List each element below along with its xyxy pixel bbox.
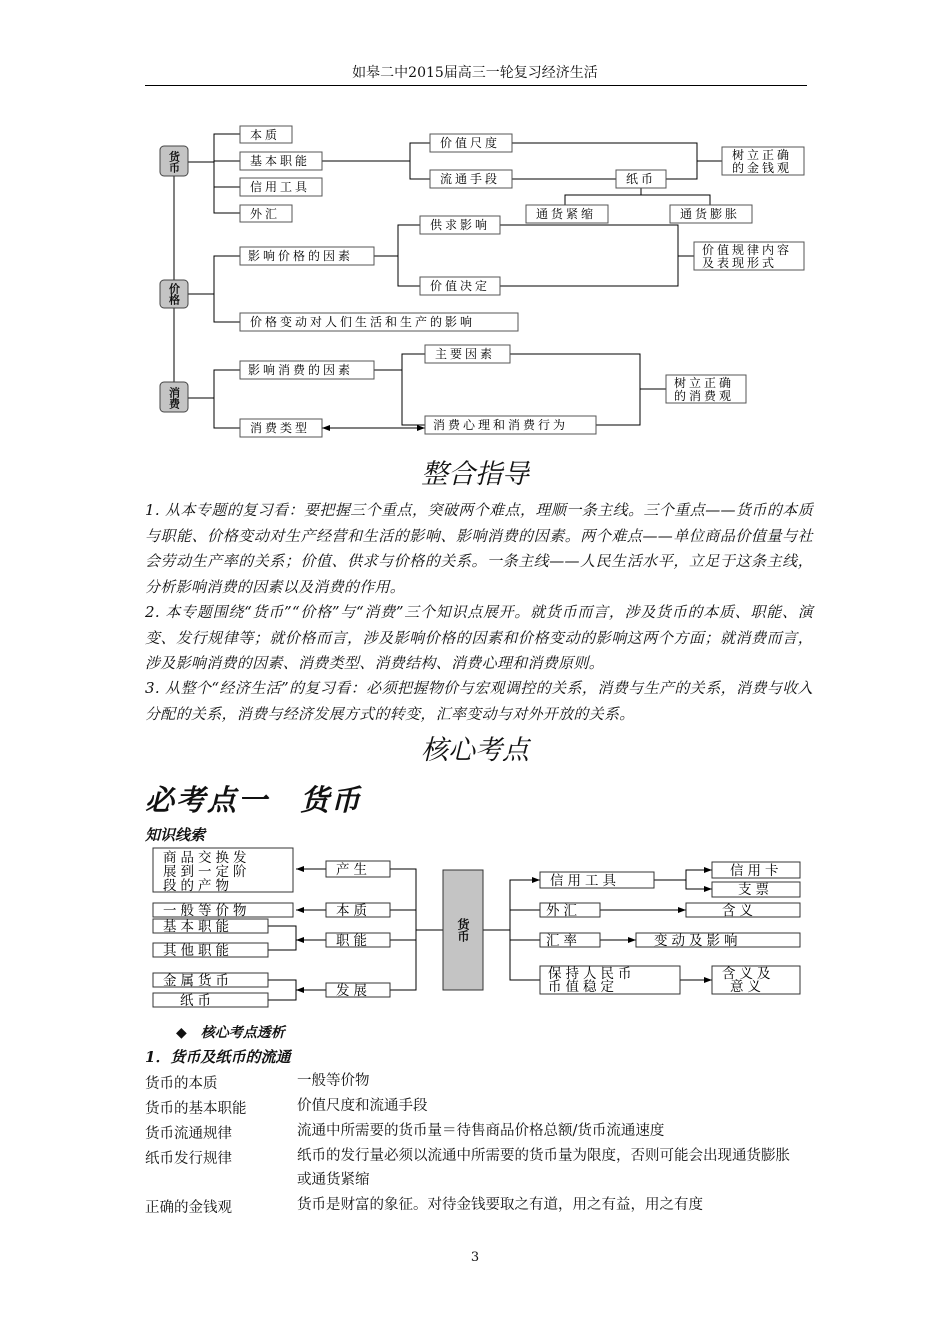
d1-paper-money: 纸币 xyxy=(626,172,657,186)
d1-deflation: 通货紧缩 xyxy=(536,207,597,221)
row-value-1: 一般等价物 xyxy=(297,1073,370,1089)
d2-essence: 本质 xyxy=(336,903,371,919)
d2-credit-tool: 信用工具 xyxy=(550,873,620,889)
d2-change-effect: 变动及影响 xyxy=(654,933,742,949)
d1-consume-factors: 影响消费的因素 xyxy=(248,363,354,377)
d1-circulation-means: 流通手段 xyxy=(440,172,501,186)
concept-map-1 xyxy=(0,0,950,450)
d1-money-view-1: 树立正确 xyxy=(732,148,793,162)
d2-paper-money: 纸币 xyxy=(180,993,215,1009)
d2-metal-money: 金属货币 xyxy=(163,973,233,989)
d2-stable-1: 保持人民币 xyxy=(548,966,636,982)
d2-stable-2: 币值稳定 xyxy=(548,979,618,995)
d1-main-factor: 主要因素 xyxy=(435,347,496,361)
d2-forex: 外汇 xyxy=(546,903,581,919)
d2-other-func: 其他职能 xyxy=(163,943,233,959)
page-header: 如皋二中2015届高三一轮复习经济生活 xyxy=(352,65,598,81)
d2-basic-func: 基本职能 xyxy=(163,919,233,935)
row-value-4: 纸币的发行量必须以流通中所需要的货币量为限度，否则可能会出现通货膨胀或通货紧缩 xyxy=(297,1148,790,1188)
d2-meaning2-2: 意义 xyxy=(730,979,765,995)
row-label-1: 货币的本质 xyxy=(145,1076,218,1092)
d1-node-price-label: 价格 xyxy=(167,283,181,305)
d1-credit-tool: 信用工具 xyxy=(250,180,311,194)
point1-title: 必考点一 货币 xyxy=(145,783,363,817)
row-label-4: 纸币发行规律 xyxy=(145,1151,232,1167)
d1-price-factors: 影响价格的因素 xyxy=(248,249,354,263)
d1-supply-demand: 供求影响 xyxy=(430,218,491,232)
d1-value-measure: 价值尺度 xyxy=(440,136,501,150)
d1-consume-view-2: 的消费观 xyxy=(674,389,735,403)
d2-produce: 产生 xyxy=(336,862,371,878)
d2-origin-3: 段的产物 xyxy=(163,878,233,894)
d2-develop: 发展 xyxy=(336,983,371,999)
d2-function: 职能 xyxy=(336,933,371,949)
d2-center-label: 货币 xyxy=(456,918,470,942)
d1-essence: 本质 xyxy=(250,128,281,142)
row-value-3: 流通中所需要的货币量＝待售商品价格总额/货币流通速度 xyxy=(297,1123,665,1139)
row-label-3: 货币流通规律 xyxy=(145,1126,232,1142)
d1-node-consume-label: 消费 xyxy=(167,387,181,409)
d1-inflation: 通货膨胀 xyxy=(680,207,741,221)
d2-origin-1: 商品交换发 xyxy=(163,850,251,866)
d1-consume-types: 消费类型 xyxy=(250,421,311,435)
d2-general-equiv: 一般等价物 xyxy=(163,903,251,919)
d1-basic-function: 基本职能 xyxy=(250,154,311,168)
d1-value-decides: 价值决定 xyxy=(430,279,491,293)
core-item-title: 1．货币及纸币的流通 xyxy=(145,1048,291,1066)
row-label-2: 货币的基本职能 xyxy=(145,1101,247,1117)
section-core-title: 核心考点 xyxy=(421,735,529,766)
row-value-2: 价值尺度和流通手段 xyxy=(297,1098,428,1114)
d2-credit-card: 信用卡 xyxy=(730,863,783,879)
d2-exchange-rate: 汇率 xyxy=(546,933,581,949)
d2-check: 支票 xyxy=(738,882,773,898)
d2-meaning1: 含义 xyxy=(722,903,757,919)
d2-meaning2-1: 含义及 xyxy=(722,966,775,982)
d2-origin-2: 展到一定阶 xyxy=(163,864,251,880)
d1-node-money-label: 货币 xyxy=(167,151,181,173)
d1-money-view-2: 的金钱观 xyxy=(732,161,793,175)
row-label-5: 正确的金钱观 xyxy=(145,1200,232,1216)
guide-paragraph-2: 2. 本专题围绕“货币”“价格”与“消费”三个知识点展开。就货币而言，涉及货币的本质、职能、演变、发行规律等；就价格而言，涉及影响价格的因素和价格变动的影响这两个方面；就消费而言，涉及影响消费的因素、消费类型、消费结构、消费心理和消费原则。 xyxy=(145,603,813,672)
page-number: 3 xyxy=(470,1250,480,1265)
guide-paragraph-3: 3. 从整个“经济生活”的复习看：必须把握物价与宏观调控的关系，消费与生产的关系，消费与收入分配的关系，消费与经济发展方式的转变，汇率变动与对外开放的关系。 xyxy=(145,679,813,723)
d1-consume-view-1: 树立正确 xyxy=(674,376,735,390)
core-analysis-bullet: ◆ 核心考点透析 xyxy=(176,1025,285,1041)
d1-forex: 外汇 xyxy=(250,207,281,221)
clue-label: 知识线索 xyxy=(145,826,206,844)
d1-consume-psych: 消费心理和消费行为 xyxy=(433,418,569,432)
d1-price-change-effect: 价格变动对人们生活和生产的影响 xyxy=(250,315,476,329)
d1-value-law-2: 及表现形式 xyxy=(702,256,778,270)
guide-paragraph-1: 1. 从本专题的复习看：要把握三个重点，突破两个难点，理顺一条主线。三个重点——货币的本质与职能、价格变动对生产经营和生活的影响、影响消费的因素。两个难点——单位商品价值量与社会劳动生产率的关系；价值、供求与价格的关系。一条主线——人民生活水平，立足于这条主线，分析影响消费的因素以及消费的作用。 xyxy=(145,501,813,596)
d1-value-law-1: 价值规律内容 xyxy=(702,243,793,257)
section-guide-title: 整合指导 xyxy=(421,459,529,490)
row-value-5: 货币是财富的象征。对待金钱要取之有道，用之有益，用之有度 xyxy=(297,1197,703,1213)
